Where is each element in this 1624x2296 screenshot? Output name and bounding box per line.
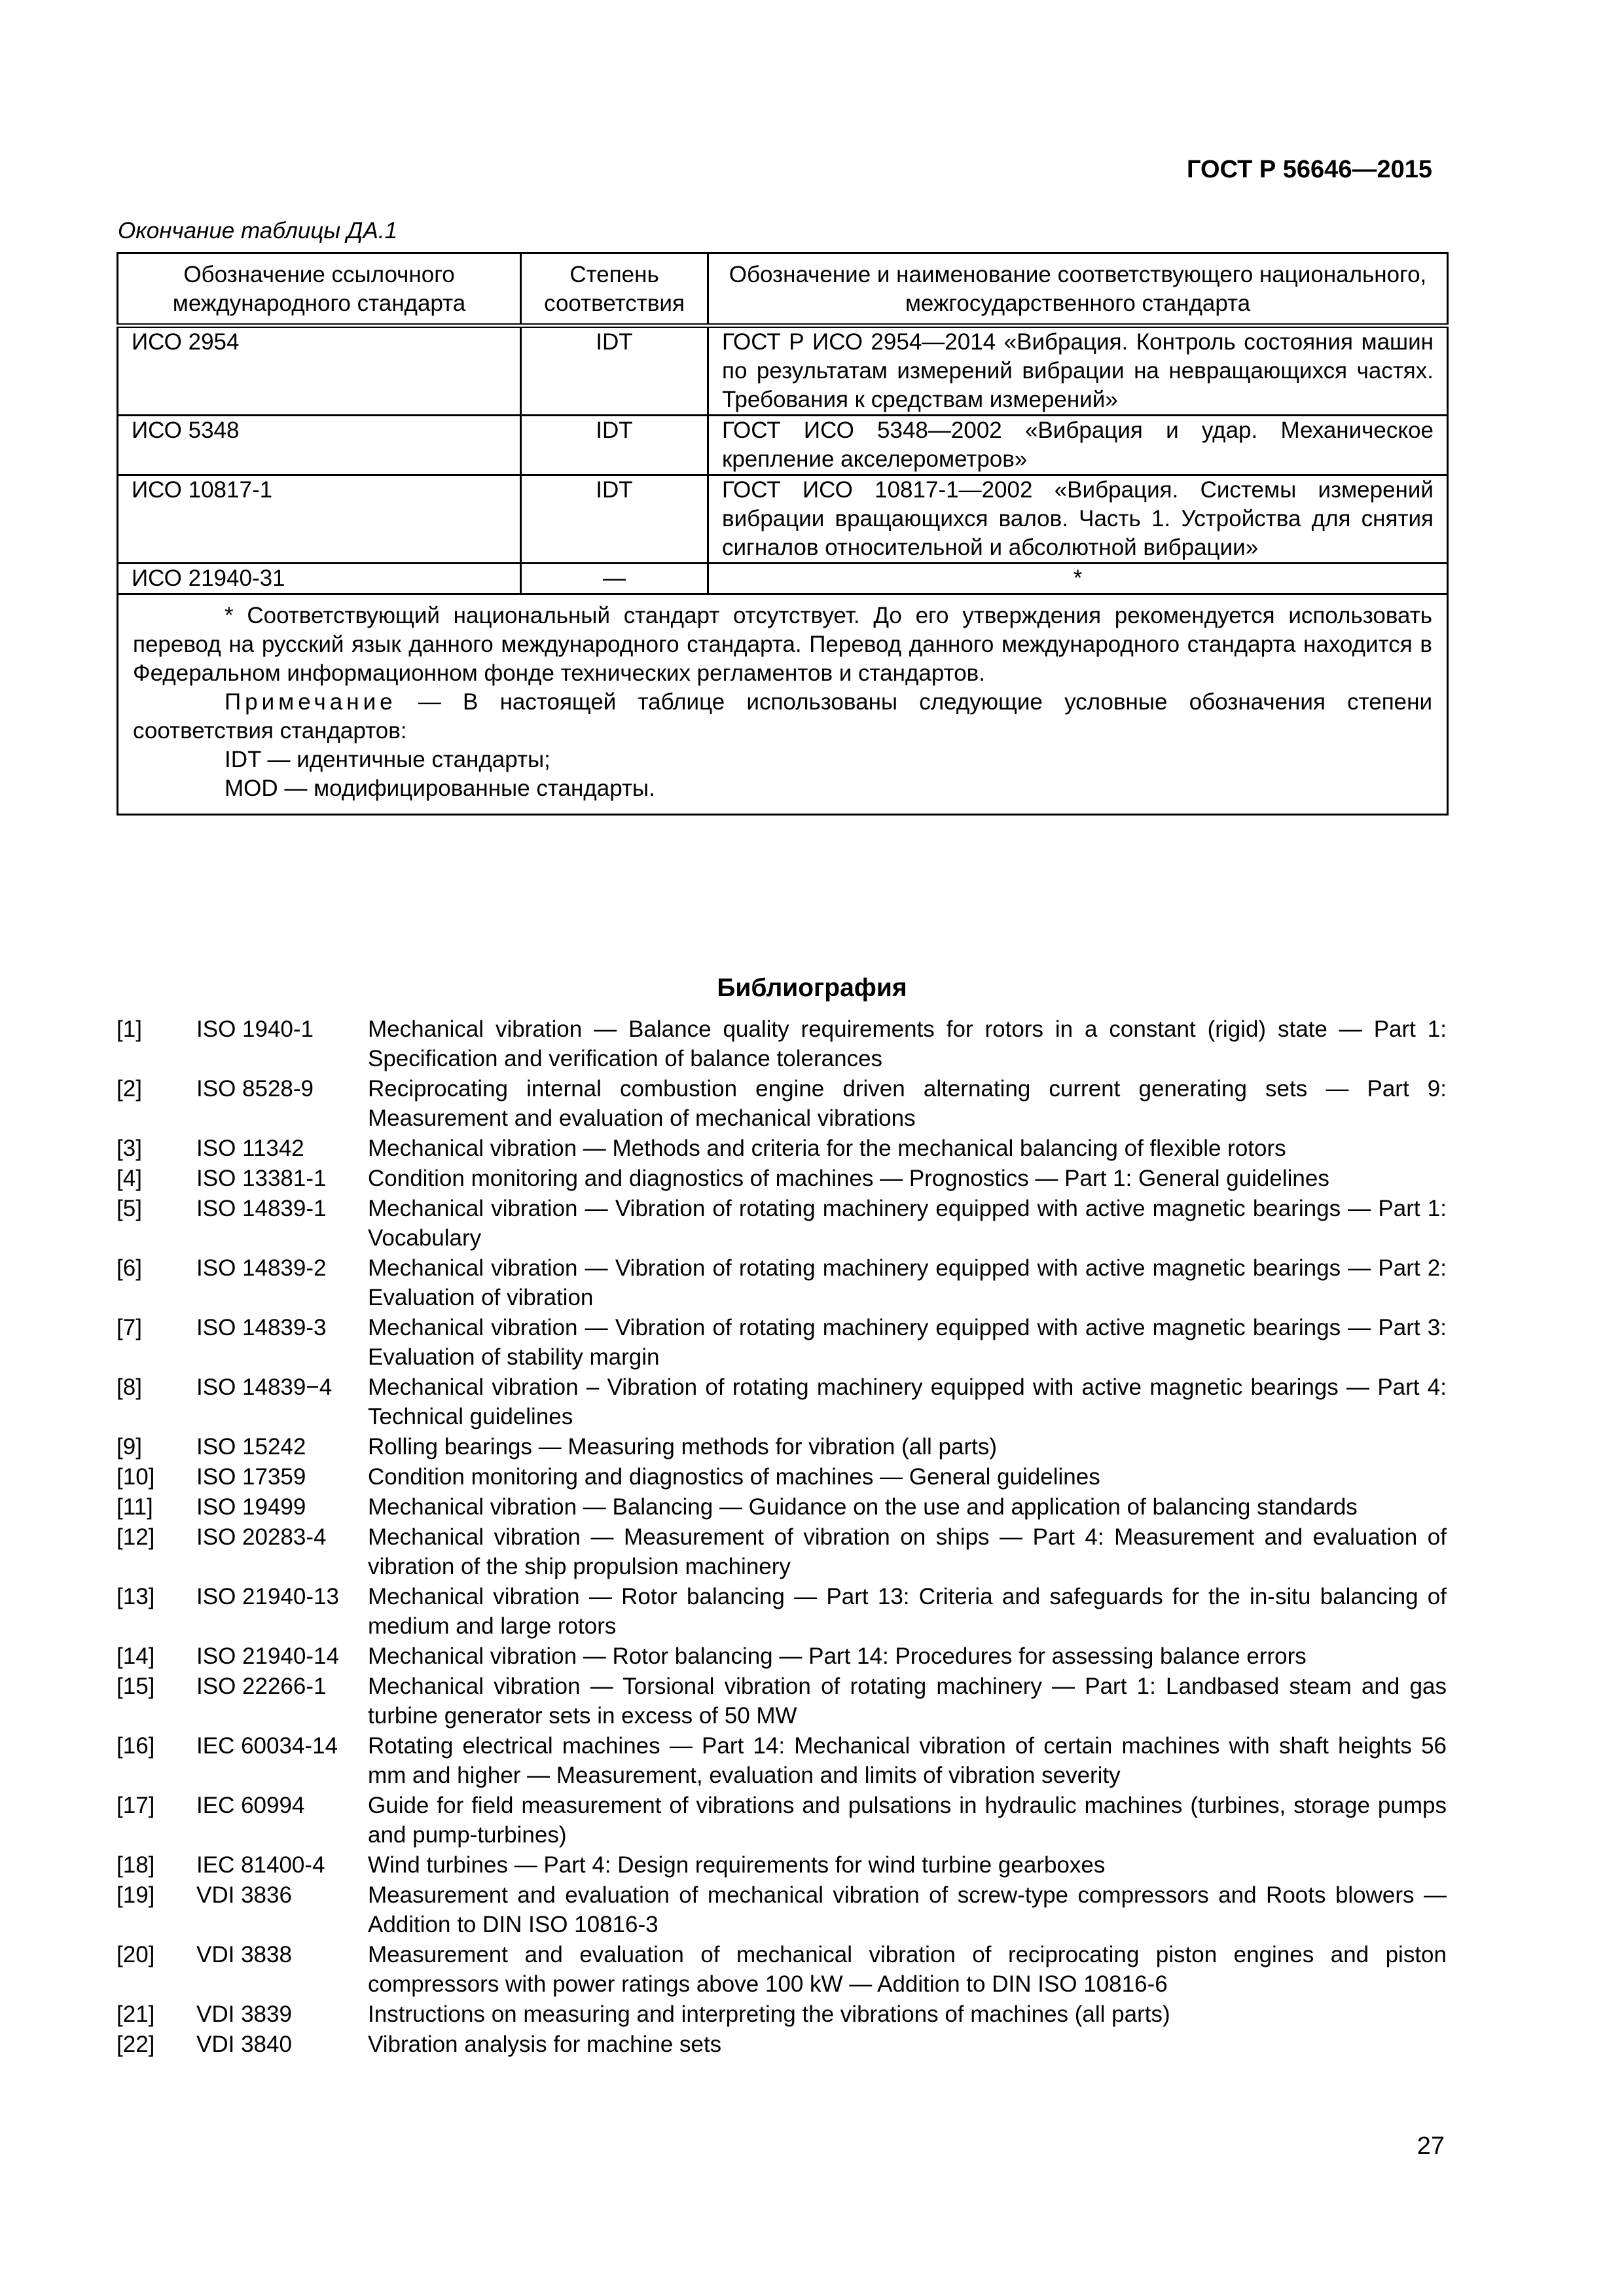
note-text: — В настоящей таблице использованы следующие условные обозначения степени соответствия стандартов: [133, 689, 1432, 744]
bibliography-item-code: ISO 14839-3 [196, 1315, 327, 1340]
column-header-national-standard: Обозначение и наименование соответствующего национального, межгосударственного стандарта [708, 253, 1448, 326]
bibliography-item-title: Mechanical vibration — Torsional vibration of rotating machinery — Part 1: Landbased steam and gas turbine generator sets in excess of 50 MW [368, 1674, 1447, 1729]
document-code: ГОСТ Р 56646—2015 [1187, 156, 1432, 183]
bibliography-item-title: Mechanical vibration — Rotor balancing — Part 14: Procedures for assessing balance errors [368, 1643, 1307, 1669]
national-standard-cell: ГОСТ Р ИСО 2954—2014 «Вибрация. Контроль состояния машин по результатам измерений вибрации на невращающихся частях. Требования к средствам измерений» [708, 326, 1448, 416]
table-header-row [118, 253, 1448, 326]
bibliography-item-code: VDI 3838 [196, 1942, 292, 1967]
bibliography-item-number: [16] [117, 1733, 155, 1759]
bibliography-item-title: Instructions on measuring and interpreting the vibrations of machines (all parts) [368, 2001, 1170, 2027]
bibliography-item-number: [18] [117, 1852, 155, 1878]
bibliography-item [117, 1522, 1447, 1581]
bibliography-item [117, 1074, 1447, 1133]
bibliography-item-code: ISO 19499 [196, 1494, 306, 1520]
bibliography-item-code: IEC 60034-14 [196, 1733, 338, 1759]
bibliography-item-code: VDI 3836 [196, 1882, 292, 1908]
bibliography-item [117, 1791, 1447, 1850]
bibliography-item [117, 1462, 1447, 1492]
bibliography-item-title: Condition monitoring and diagnostics of machines — General guidelines [368, 1464, 1100, 1490]
bibliography-item [117, 1492, 1447, 1522]
table-row [118, 564, 1448, 594]
bibliography-item [117, 1672, 1447, 1731]
bibliography-item-number: [20] [117, 1942, 155, 1967]
reference-standard-cell: ИСО 10817-1 [118, 475, 521, 564]
bibliography-item-code: ISO 11342 [196, 1136, 304, 1161]
note-item: MOD — модифицированные стандарты. [225, 776, 655, 801]
bibliography-item-number: [7] [117, 1315, 142, 1340]
bibliography-item [117, 2000, 1447, 2029]
degree-cell: — [521, 564, 708, 594]
degree-cell: IDT [521, 475, 708, 564]
bibliography-item-code: ISO 17359 [196, 1464, 306, 1490]
table-row [118, 326, 1448, 416]
bibliography-item-number: [21] [117, 2001, 155, 2027]
bibliography-item-number: [10] [117, 1464, 155, 1490]
bibliography-item-number: [8] [117, 1374, 142, 1400]
bibliography-item-code: ISO 14839-2 [196, 1255, 327, 1281]
bibliography-item-number: [19] [117, 1882, 155, 1908]
bibliography-item [117, 1194, 1447, 1253]
national-standard-cell: * [708, 564, 1448, 594]
note-label: Примечание [225, 689, 397, 715]
bibliography-item-title: Mechanical vibration — Vibration of rotating machinery equipped with active magnetic bearings — Part 3: Evaluation of stability margin [368, 1315, 1447, 1370]
bibliography-item-title: Rolling bearings — Measuring methods for vibration (all parts) [368, 1434, 997, 1460]
bibliography-item [117, 1164, 1447, 1193]
bibliography-item [117, 1582, 1447, 1641]
bibliography-item-code: ISO 1940-1 [196, 1016, 314, 1042]
bibliography-item [117, 1134, 1447, 1163]
bibliography-item-title: Mechanical vibration — Vibration of rotating machinery equipped with active magnetic bearings — Part 2: Evaluation of vibration [368, 1255, 1447, 1310]
bibliography-item [117, 2030, 1447, 2059]
bibliography-item-title: Reciprocating internal combustion engine driven alternating current generating sets — Part 9: Measurement and evaluation of mechanical vibrations [368, 1076, 1447, 1131]
bibliography-item-number: [4] [117, 1166, 142, 1191]
bibliography-item-number: [1] [117, 1016, 142, 1042]
bibliography-item-code: ISO 13381-1 [196, 1166, 327, 1191]
column-header-degree: Степень соответствия [521, 253, 708, 326]
bibliography-title: Библиография [717, 974, 907, 1002]
table-footnote: * Соответствующий национальный стандарт отсутствует. До его утверждения рекомендуется использовать перевод на русский язык данного международного стандарта. Перевод данного международного стандарта находится в Федеральном информационном фонде технических регламентов и стандартов. [133, 603, 1432, 686]
bibliography-item [117, 1014, 1447, 1073]
national-standard-cell: ГОСТ ИСО 10817-1—2002 «Вибрация. Системы измерений вибрации вращающихся валов. Часть 1. Устройства для снятия сигналов относительной и абсолютной вибрации» [708, 475, 1448, 564]
bibliography-item-code: ISO 21940-14 [196, 1643, 339, 1669]
bibliography-item [117, 1850, 1447, 1880]
bibliography-item-number: [3] [117, 1136, 142, 1161]
bibliography-item-code: ISO 14839-1 [196, 1196, 327, 1221]
table-note [133, 688, 1432, 745]
bibliography-item-code: ISO 20283-4 [196, 1524, 327, 1550]
bibliography-item-code: ISO 15242 [196, 1434, 306, 1460]
table-row [118, 416, 1448, 475]
page-number: 27 [1416, 2132, 1445, 2160]
bibliography-item-title: Rotating electrical machines — Part 14: Mechanical vibration of certain machines with shaft heights 56 mm and higher — Measurement, evaluation and limits of vibration severity [368, 1733, 1447, 1788]
bibliography-item-title: Mechanical vibration – Vibration of rotating machinery equipped with active magnetic bearings — Part 4: Technical guidelines [368, 1374, 1447, 1429]
bibliography-item [117, 1313, 1447, 1372]
degree-cell: IDT [521, 416, 708, 475]
bibliography-item [117, 1731, 1447, 1790]
bibliography-item-title: Guide for field measurement of vibrations and pulsations in hydraulic machines (turbines, storage pumps and pump-turbines) [368, 1793, 1447, 1848]
bibliography-item-code: ISO 8528-9 [196, 1076, 314, 1102]
bibliography-item-title: Mechanical vibration — Methods and criteria for the mechanical balancing of flexible rotors [368, 1136, 1286, 1161]
bibliography-item-title: Mechanical vibration — Rotor balancing — Part 13: Criteria and safeguards for the in-situ balancing of medium and large rotors [368, 1584, 1447, 1639]
standards-correspondence-table [117, 252, 1449, 816]
note-item: IDT — идентичные стандарты; [225, 747, 550, 772]
bibliography-item [117, 1372, 1447, 1431]
bibliography-item-code: IEC 60994 [196, 1793, 305, 1818]
bibliography-item-number: [17] [117, 1793, 155, 1818]
degree-cell: IDT [521, 326, 708, 416]
bibliography-item [117, 1432, 1447, 1462]
bibliography-item-number: [13] [117, 1584, 155, 1609]
bibliography-item-number: [6] [117, 1255, 142, 1281]
reference-standard-cell: ИСО 21940-31 [118, 564, 521, 594]
bibliography-item-number: [5] [117, 1196, 142, 1221]
reference-standard-cell: ИСО 2954 [118, 326, 521, 416]
bibliography-item-code: ISO 21940-13 [196, 1584, 339, 1609]
bibliography-item [117, 1880, 1447, 1939]
bibliography-list [117, 1014, 1447, 2060]
bibliography-item-title: Wind turbines — Part 4: Design requirements for wind turbine gearboxes [368, 1852, 1106, 1878]
bibliography-item-title: Mechanical vibration — Vibration of rotating machinery equipped with active magnetic bearings — Part 1: Vocabulary [368, 1196, 1447, 1251]
bibliography-item-number: [2] [117, 1076, 142, 1102]
table-row [118, 475, 1448, 564]
bibliography-item-number: [11] [117, 1494, 153, 1520]
bibliography-item-code: IEC 81400-4 [196, 1852, 325, 1878]
bibliography-item-code: VDI 3839 [196, 2001, 292, 2027]
bibliography-item-title: Mechanical vibration — Measurement of vibration on ships — Part 4: Measurement and evaluation of vibration of the ship propulsion machinery [368, 1524, 1447, 1579]
national-standard-cell: ГОСТ ИСО 5348—2002 «Вибрация и удар. Механическое крепление акселерометров» [708, 416, 1448, 475]
bibliography-item-code: ISO 22266-1 [196, 1674, 327, 1699]
bibliography-item-number: [9] [117, 1434, 142, 1460]
bibliography-item-title: Condition monitoring and diagnostics of machines — Prognostics — Part 1: General guidelines [368, 1166, 1329, 1191]
bibliography-item-number: [15] [117, 1674, 155, 1699]
bibliography-item-number: [12] [117, 1524, 155, 1550]
bibliography-item-number: [14] [117, 1643, 155, 1669]
column-header-reference-standard: Обозначение ссылочного международного стандарта [118, 253, 521, 326]
bibliography-item [117, 1641, 1447, 1671]
table-notes-row [118, 594, 1448, 815]
reference-standard-cell: ИСО 5348 [118, 416, 521, 475]
bibliography-item-title: Vibration analysis for machine sets [368, 2032, 722, 2057]
bibliography-item-code: ISO 14839−4 [196, 1374, 333, 1400]
bibliography-item-title: Measurement and evaluation of mechanical vibration of screw-type compressors and Roots blowers — Addition to DIN ISO 10816-3 [368, 1882, 1447, 1937]
bibliography-item-title: Mechanical vibration — Balance quality requirements for rotors in a constant (rigid) state — Part 1: Specification and verification of balance tolerances [368, 1016, 1447, 1071]
bibliography-item-title: Mechanical vibration — Balancing — Guidance on the use and application of balancing standards [368, 1494, 1358, 1520]
table-notes [118, 594, 1448, 815]
bibliography-item-title: Measurement and evaluation of mechanical vibration of reciprocating piston engines and piston compressors with power ratings above 100 kW — Addition to DIN ISO 10816-6 [368, 1942, 1447, 1997]
bibliography-item [117, 1940, 1447, 1999]
table-caption: Окончание таблицы ДА.1 [118, 218, 397, 243]
bibliography-item-code: VDI 3840 [196, 2032, 292, 2057]
bibliography-item-number: [22] [117, 2032, 155, 2057]
bibliography-item [117, 1253, 1447, 1312]
